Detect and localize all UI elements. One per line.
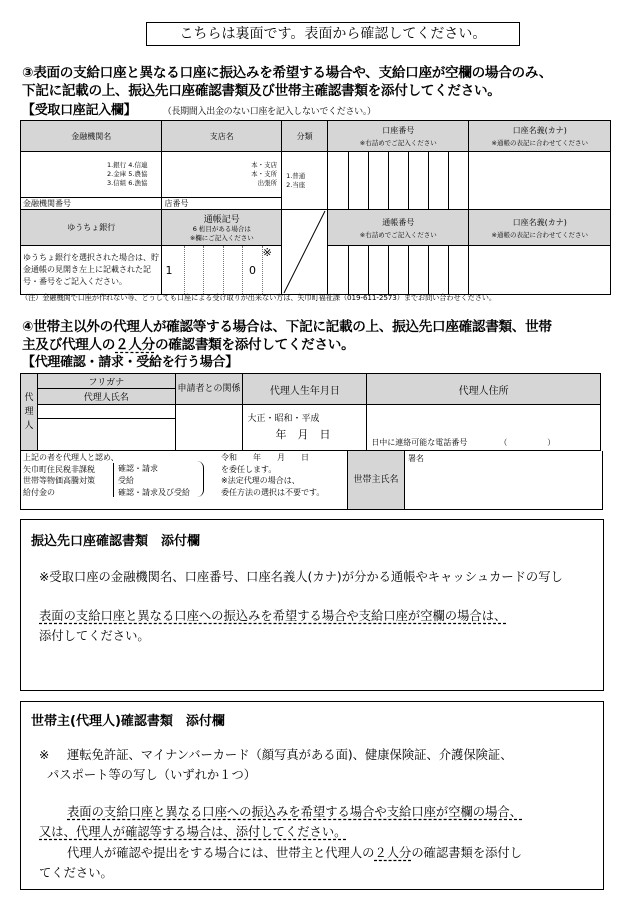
account-digit[interactable] (349, 152, 369, 210)
yucho-symbol-digits[interactable] (162, 246, 282, 295)
id-doc-line6: てください。 (39, 866, 113, 880)
yucho-holder-header: 口座名義(カナ) ※通帳の表記に合わせてください (469, 210, 611, 246)
bank-doc-title: 振込先口座確認書類 添付欄 (31, 534, 201, 549)
symbol-digit[interactable] (184, 246, 203, 294)
account-number-header: 口座番号 ※右詰めでご記入ください (328, 121, 469, 152)
address-header: 代理人住所 (367, 374, 601, 405)
id-doc-line4: 又は、代理人が確認等する場合は、添付してください。 (39, 825, 347, 839)
symbol-digit[interactable] (203, 246, 222, 294)
section3-heading: ③表面の支給口座と異なる口座に振込みを希望する場合や、支給口座が空欄の場合のみ、 下記に記載の上、振込先口座確認書類及び世帯主確認書類を添付してください。 【受取口座記入欄】 （長期間入出金のない口座を記入しないでください。） (22, 65, 553, 118)
account-type-cell[interactable]: 1.普通 2.当座 (282, 152, 328, 210)
bank-name-header: 金融機関名 (21, 121, 162, 152)
bank-name-cell[interactable]: 1.銀行 4.信連 2.金庫 5.農協 3.信組 6.漁協 (21, 152, 162, 198)
branch-name-cell[interactable]: 本・支店 本・支所 出張所 (162, 152, 282, 198)
yucho-digit[interactable] (428, 246, 448, 295)
bank-doc-line2: 表面の支給口座と異なる口座への振込みを希望する場合や支給口座が空欄の場合は、 (39, 609, 507, 623)
account-digit[interactable] (408, 152, 428, 210)
account-digit[interactable] (428, 152, 448, 210)
account-form-note: （長期間入出金のない口座を記入しないでください。） (162, 107, 376, 117)
account-digit[interactable] (328, 152, 349, 210)
branch-name-header: 支店名 (162, 121, 282, 152)
delegation-row (20, 451, 603, 510)
yucho-slash-cell (282, 210, 328, 295)
bracket (197, 461, 204, 497)
agent-side-label: 代理人 (21, 374, 38, 451)
yucho-symbol-header: 通帳記号 6 桁目がある場合は ※欄にご記入ください (162, 210, 282, 246)
delegation-date: 令和 年 月 日 を委任します。 ※法定代理の場合は、 委任方法の選択は不要です。 (221, 453, 325, 497)
account-holder-cell[interactable] (469, 152, 611, 210)
id-doc-title: 世帯主(代理人)確認書類 添付欄 (31, 714, 225, 729)
relation-field[interactable] (175, 405, 243, 451)
relation-header: 申請者との関係 (175, 374, 243, 405)
yucho-digit[interactable] (349, 246, 369, 295)
yucho-digit[interactable] (448, 246, 469, 295)
delegation-options[interactable]: 確認・請求 受給 確認・請求及び受給 (113, 463, 190, 497)
furigana-field[interactable] (37, 405, 175, 419)
id-doc-line1: 運転免許証、マイナンバーカード（顔写真がある面)、健康保険証、介護保険証、 (67, 748, 513, 762)
householder-label: 世帯主氏名 (347, 451, 405, 509)
yucho-digit[interactable] (408, 246, 428, 295)
delegation-text: 上記の者を代理人と認め、 矢巾町住民税非課税 世帯等物価高騰対策 給付金の (23, 453, 119, 497)
symbol-digit-1: 1 (165, 263, 173, 277)
yucho-number-header: 通帳番号 ※右詰めでご記入ください (328, 210, 469, 246)
id-doc-line3: 表面の支給口座と異なる口座への振込みを希望する場合や支給口座が空欄の場合、 (67, 805, 522, 819)
yucho-digit[interactable] (368, 246, 388, 295)
agent-table (20, 373, 601, 451)
symbol-digit-6-mark[interactable]: ※ (262, 246, 281, 294)
yucho-explanation: ゆうちょ銀行を選択された場合は、貯金通帳の見開き左上に記載された記号・番号をご記入ください。 (21, 246, 162, 295)
back-side-notice: こちらは裏面です。表面から確認してください。 (146, 22, 520, 46)
bank-doc-line3: 添付してください。 (39, 629, 150, 643)
birthdate-field[interactable]: 大正・昭和・平成 年 月 日 (243, 405, 367, 451)
section4-heading: ④世帯主以外の代理人が確認等する場合は、下記に記載の上、振込先口座確認書類、世帯 主及び代理人の２人分の確認書類を添付してください。 【代理確認・請求・受給を行う場合】 (22, 318, 622, 372)
yucho-holder-cell[interactable] (469, 246, 611, 295)
bank-doc-line1: ※受取口座の金融機関名、口座番号、口座名義人(カナ)が分かる通帳やキャッシュカードの写し (39, 570, 563, 584)
bank-account-table (20, 120, 611, 295)
account-type-header: 分類 (282, 121, 328, 152)
id-doc-mark: ※ (39, 748, 50, 762)
account-digit[interactable] (448, 152, 469, 210)
birthdate-header: 代理人生年月日 (243, 374, 367, 405)
address-field[interactable]: 日中に連絡可能な電話番号 （ ） (367, 405, 601, 451)
bank-code-field[interactable]: 金融機関番号 (21, 198, 162, 210)
account-form-title: 【受取口座記入欄】 (22, 103, 137, 118)
account-footnote: （注）金融機関で口座が作れない等、どうしても口座による受け取りが出来ない方は、矢巾町福祉課（019-611-2573）までお問い合わせください。 (21, 293, 496, 302)
yucho-bank-header: ゆうちょ銀行 (21, 210, 162, 246)
account-digit[interactable] (368, 152, 388, 210)
id-doc-line2: パスポート等の写し（いずれか１つ） (47, 768, 257, 782)
agent-form-title: 【代理確認・請求・受給を行う場合】 (22, 355, 238, 370)
agent-name-field[interactable] (37, 419, 175, 451)
symbol-digit-5: 0 (242, 246, 261, 294)
bank-doc-attachment-box (20, 519, 604, 691)
furigana-header: フリガナ (37, 374, 175, 389)
slash-line (282, 210, 327, 294)
symbol-digit[interactable] (223, 246, 242, 294)
account-digit[interactable] (388, 152, 408, 210)
account-holder-header: 口座名義(カナ) ※通帳の表記に合わせてください (469, 121, 611, 152)
yucho-digit[interactable] (388, 246, 408, 295)
signature-field[interactable]: 署名 (408, 454, 424, 463)
agent-name-header: 代理人氏名 (37, 389, 175, 405)
id-doc-line5: 代理人が確認や提出をする場合には、世帯主と代理人の２人分の確認書類を添付し (67, 846, 523, 860)
id-doc-attachment-box (20, 701, 604, 890)
yucho-digit[interactable] (328, 246, 349, 295)
branch-code-field[interactable]: 店番号 (162, 198, 282, 210)
